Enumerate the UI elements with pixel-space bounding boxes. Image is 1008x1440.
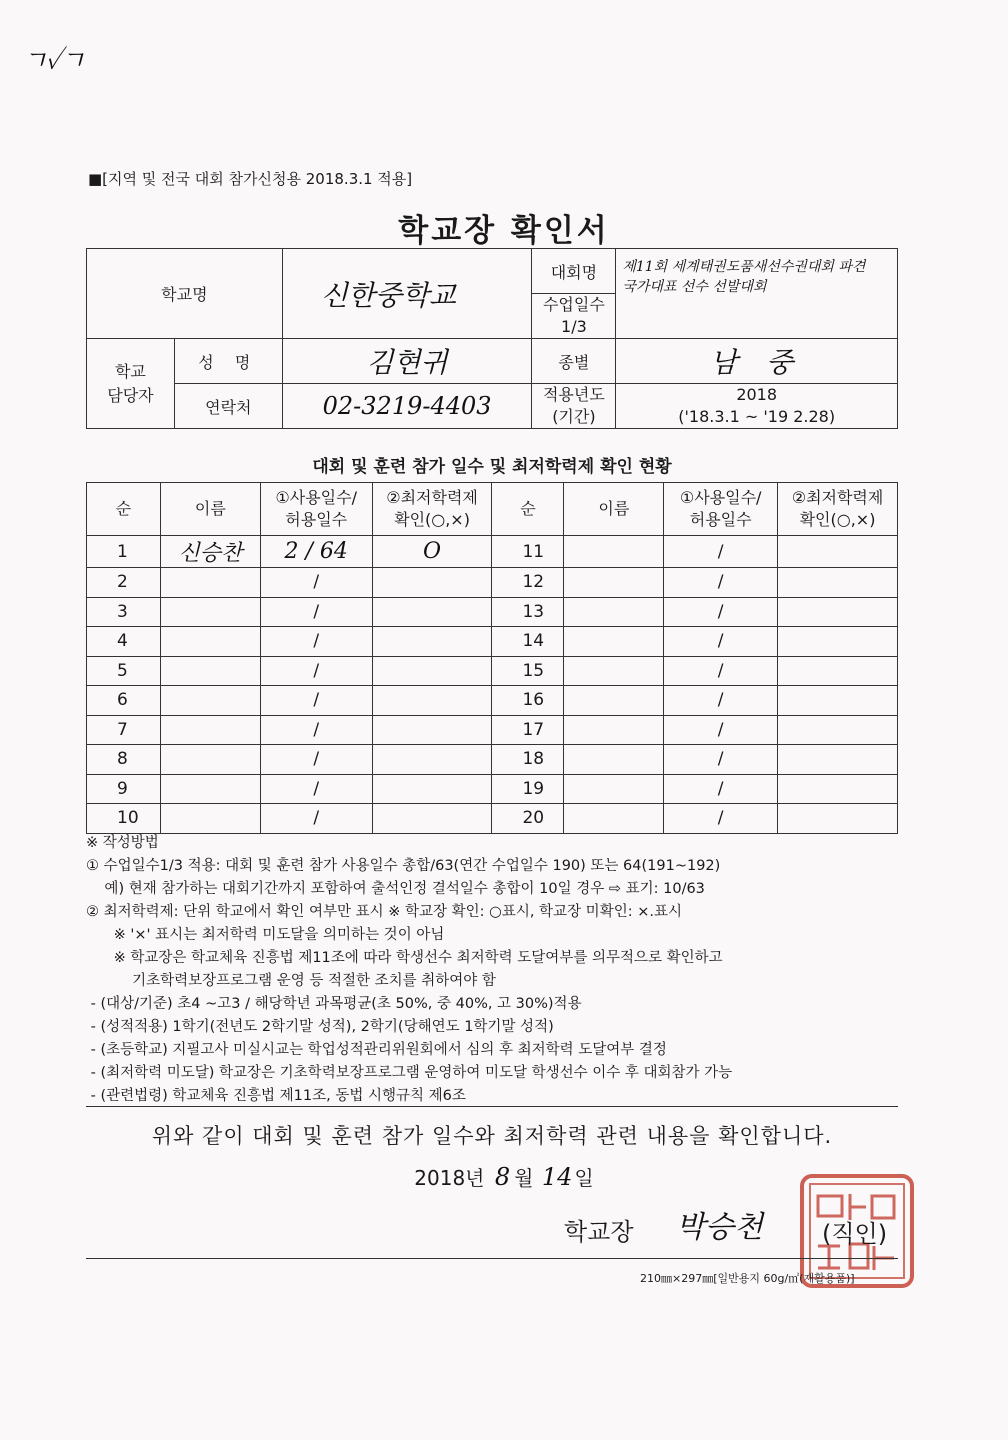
row-check: [778, 627, 898, 657]
row-no: 2: [87, 568, 161, 598]
row-name: [160, 627, 260, 657]
row-name: [564, 715, 664, 745]
contact-label: 연락처: [174, 384, 282, 429]
instruction-line: 예) 현재 참가하는 대회기간까지 포함하여 출석인정 결석일수 총합이 10일 경우 ⇨ 표기: 10/63: [86, 881, 705, 897]
row-no: 16: [492, 686, 564, 716]
row-days: /: [260, 745, 372, 775]
class-days-label: [532, 294, 616, 339]
competition-value: [616, 249, 898, 339]
row-days: /: [664, 536, 778, 568]
instruction-line: - (대상/기준) 초4 ~고3 / 해당학년 과목평균(초 50%, 중 40%, 고 30%)적용: [86, 996, 582, 1012]
col-days-line2: 허용일수: [285, 510, 348, 529]
instructions: [86, 832, 906, 1108]
row-name: [564, 597, 664, 627]
row-no: 9: [87, 774, 161, 804]
header-note: ■[지역 및 전국 대회 참가신청용 2018.3.1 적용]: [88, 170, 413, 188]
row-no: 14: [492, 627, 564, 657]
year-label-line1: 적용년도: [542, 385, 605, 404]
instruction-line: ① 수업일수1/3 적용: 대회 및 훈련 참가 사용일수 총합/63(연간 수업일수 190) 또는 64(191~192): [86, 858, 721, 874]
date-month: 8: [494, 1163, 511, 1191]
instruction-line: ※ 작성방법: [86, 835, 159, 851]
row-days: /: [260, 568, 372, 598]
date-day-unit: 일: [574, 1166, 594, 1190]
row-name: [160, 597, 260, 627]
row-no: 19: [492, 774, 564, 804]
row-check: [778, 745, 898, 775]
row-name: [160, 745, 260, 775]
row-name: [564, 804, 664, 834]
row-name: [160, 715, 260, 745]
col-min-right-line2: 확인(○,×): [799, 510, 876, 529]
row-name: 신승찬: [160, 536, 260, 568]
row-check: O: [372, 536, 492, 568]
col-no: 순: [87, 483, 161, 536]
row-check: [778, 656, 898, 686]
table-header-row: [87, 483, 898, 536]
row-check: [372, 597, 492, 627]
table-row: [87, 627, 898, 657]
row-check: [372, 774, 492, 804]
row-days: /: [260, 804, 372, 834]
col-days-right-line2: 허용일수: [689, 510, 752, 529]
row-check: [778, 597, 898, 627]
row-check: [778, 715, 898, 745]
row-check: [372, 627, 492, 657]
row-check: [372, 656, 492, 686]
year-value-line1: 2018: [736, 385, 778, 404]
row-check: [778, 804, 898, 834]
divider: [86, 1106, 898, 1107]
row-name: [564, 745, 664, 775]
instruction-line: ※ '×' 표시는 최저학력 미도달을 의미하는 것이 아님: [86, 927, 445, 943]
document-title: 학교장 확인서: [398, 213, 610, 249]
row-name: [564, 627, 664, 657]
table-row: [87, 686, 898, 716]
row-check: [372, 745, 492, 775]
row-no: 17: [492, 715, 564, 745]
confirmation-text: 위와 같이 대회 및 훈련 참가 일수와 최저학력 관련 내용을 확인합니다.: [151, 1124, 833, 1148]
col-days-line1: ①사용일수/: [275, 488, 357, 507]
col-days-right: [664, 483, 778, 536]
row-name: [564, 536, 664, 568]
row-check: [778, 774, 898, 804]
col-min-line1: ②최저학력제: [386, 488, 478, 507]
col-name: 이름: [160, 483, 260, 536]
section-title: 대회 및 훈련 참가 일수 및 최저학력제 확인 현황: [312, 457, 672, 477]
competition-value-line2: 국가대표 선수 선발대회: [622, 279, 767, 295]
manager-label: [87, 339, 175, 429]
row-name: [564, 774, 664, 804]
row-no: 20: [492, 804, 564, 834]
row-days: /: [664, 804, 778, 834]
date-day: 14: [541, 1163, 573, 1191]
participation-table: [86, 482, 898, 834]
instruction-line: ※ 학교장은 학교체육 진흥법 제11조에 따라 학생선수 최저학력 도달여부를 의무적으로 확인하고: [86, 950, 723, 966]
row-check: [372, 715, 492, 745]
row-days: /: [260, 656, 372, 686]
row-no: 12: [492, 568, 564, 598]
row-days: /: [260, 597, 372, 627]
row-check: [778, 686, 898, 716]
row-no: 13: [492, 597, 564, 627]
col-no-right: 순: [492, 483, 564, 536]
row-days: /: [664, 774, 778, 804]
manager-label-line1: 학교: [114, 361, 146, 381]
row-days: /: [664, 597, 778, 627]
row-days: /: [664, 627, 778, 657]
class-days-label-line1: 수업일수: [542, 295, 605, 314]
manager-name-value: 김현귀: [282, 339, 532, 384]
table-body: [87, 536, 898, 834]
row-check: [778, 536, 898, 568]
date-month-unit: 월: [514, 1166, 534, 1190]
year-label-line2: (기간): [552, 407, 596, 426]
year-value: [616, 384, 898, 429]
category-label: 종별: [532, 339, 616, 384]
row-no: 5: [87, 656, 161, 686]
row-days: /: [260, 627, 372, 657]
table-row: [87, 804, 898, 834]
manager-name-label: 성 명: [174, 339, 282, 384]
row-check: [778, 568, 898, 598]
row-days: /: [260, 686, 372, 716]
table-row: [87, 656, 898, 686]
col-days: [260, 483, 372, 536]
row-name: [564, 686, 664, 716]
paper-spec-footer: 210㎜×297㎜[일반용지 60g/㎡(재활용품)]: [640, 1272, 855, 1285]
row-name: [160, 656, 260, 686]
row-days: 2 / 64: [260, 536, 372, 568]
row-days: /: [260, 715, 372, 745]
table-row: [87, 568, 898, 598]
row-no: 3: [87, 597, 161, 627]
instruction-line: - (최저학력 미도달) 학교장은 기초학력보장프로그램 운영하여 미도달 학생선수 이수 후 대회참가 가능: [86, 1065, 733, 1081]
col-min: [372, 483, 492, 536]
contact-value: 02-3219-4403: [282, 384, 532, 429]
school-info-table: [86, 248, 898, 429]
school-name-value: 신한중학교: [282, 249, 532, 339]
year-value-line2: ('18.3.1 ~ '19 2.28): [678, 407, 836, 426]
row-no: 6: [87, 686, 161, 716]
year-label: [532, 384, 616, 429]
row-days: /: [664, 686, 778, 716]
instruction-line: - (초등학교) 지필고사 미실시교는 학업성적관리위원회에서 심의 후 최저학력 도달여부 결정: [86, 1042, 667, 1058]
row-no: 7: [87, 715, 161, 745]
principal-label: 학교장: [564, 1218, 634, 1246]
row-days: /: [664, 656, 778, 686]
row-no: 15: [492, 656, 564, 686]
class-days-label-line2: 1/3: [561, 317, 587, 336]
col-days-right-line1: ①사용일수/: [679, 488, 762, 507]
table-row: [87, 536, 898, 568]
bottom-divider: [86, 1258, 898, 1259]
table-row: [87, 774, 898, 804]
col-min-line2: 확인(○,×): [394, 510, 470, 529]
row-check: [372, 568, 492, 598]
row-check: [372, 804, 492, 834]
manager-label-line2: 담당자: [107, 385, 154, 405]
table-row: [87, 715, 898, 745]
date-year: 2018년: [414, 1166, 485, 1190]
row-no: 10: [87, 804, 161, 834]
instruction-line: ② 최저학력제: 단위 학교에서 확인 여부만 표시 ※ 학교장 확인: ○표시, 학교장 미확인: ×.표시: [86, 904, 682, 920]
row-no: 1: [87, 536, 161, 568]
seal-label: (직인): [822, 1220, 888, 1248]
table-row: [87, 745, 898, 775]
category-value: 남 중: [616, 339, 898, 384]
instruction-line: - (성적적용) 1학기(전년도 2학기말 성적), 2학기(당해연도 1학기말 성적): [86, 1019, 554, 1035]
row-days: /: [260, 774, 372, 804]
row-name: [564, 656, 664, 686]
row-no: 18: [492, 745, 564, 775]
corner-handwritten-mark: ㄱ✓ㄱ: [22, 46, 84, 76]
instruction-line: - (관련법령) 학교체육 진흥법 제11조, 동법 시행규칙 제6조: [86, 1088, 466, 1104]
instruction-line: 기초학력보장프로그램 운영 등 적절한 조치를 취하여야 함: [86, 973, 496, 989]
col-min-right: [778, 483, 898, 536]
row-name: [160, 774, 260, 804]
competition-label: 대회명: [532, 249, 616, 294]
row-no: 11: [492, 536, 564, 568]
principal-signature: 박승천: [676, 1210, 763, 1245]
row-name: [160, 686, 260, 716]
row-no: 8: [87, 745, 161, 775]
row-no: 4: [87, 627, 161, 657]
row-name: [160, 568, 260, 598]
row-name: [564, 568, 664, 598]
row-days: /: [664, 568, 778, 598]
row-days: /: [664, 745, 778, 775]
row-name: [160, 804, 260, 834]
competition-value-line1: 제11회 세계태권도품새선수권대회 파견: [622, 259, 866, 275]
row-check: [372, 686, 492, 716]
col-min-right-line1: ②최저학력제: [791, 488, 884, 507]
col-name-right: 이름: [564, 483, 664, 536]
school-name-label: 학교명: [87, 249, 283, 339]
row-days: /: [664, 715, 778, 745]
table-row: [87, 597, 898, 627]
